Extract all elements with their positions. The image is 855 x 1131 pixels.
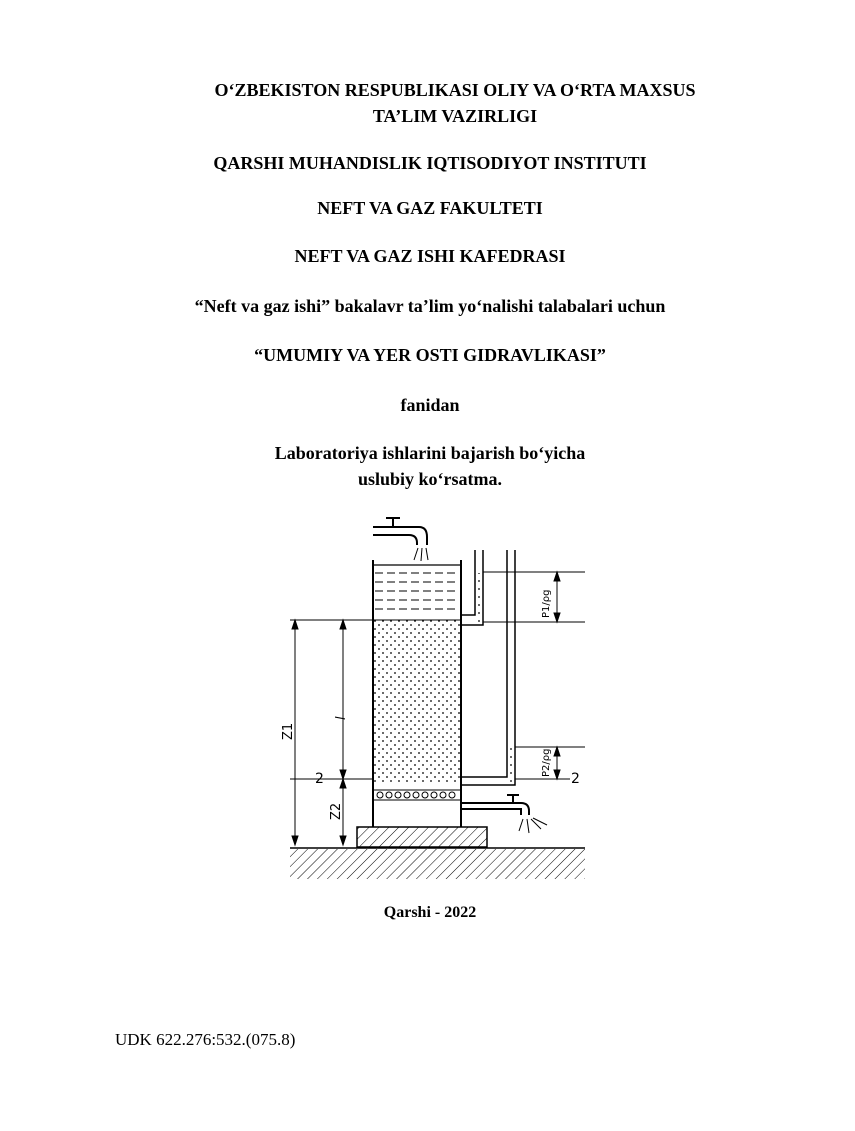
section-label-left: 2 [315, 771, 324, 787]
section-label-right: 2 [571, 771, 580, 787]
z2-label: Z2 [329, 802, 344, 820]
institute-name: QARSHI MUHANDISLIK IQTISODIYOT INSTITUTI [213, 153, 647, 173]
filter-vessel [373, 560, 461, 800]
udk-code: UDK 622.276:532.(075.8) [115, 1030, 296, 1049]
p1-label: P1/ρg [541, 589, 552, 618]
ministry-line-1: O‘ZBEKISTON RESPUBLIKASI OLIY VA O‘RTA MAXSUS [214, 80, 696, 100]
ministry-line-2: TA’LIM VAZIRLIGI [372, 106, 538, 126]
faculty-name: NEFT VA GAZ FAKULTETI [317, 198, 543, 218]
subject-title: “UMUMIY VA YER OSTI GIDRAVLIKASI” [254, 345, 606, 365]
doc-type-line-2: uslubiy ko‘rsatma. [357, 469, 503, 489]
darcy-apparatus-figure [281, 515, 585, 885]
p2-label: P2/ρg [541, 748, 552, 777]
audience-line: “Neft va gaz ishi” bakalavr ta’lim yo‘nalishi talabalari uchun [194, 296, 666, 316]
subject-suffix: fanidan [400, 395, 460, 415]
doc-type-line-1: Laboratoriya ishlarini bajarish bo‘yicha [274, 443, 586, 463]
piezometer-tubes [461, 550, 515, 785]
length-label: l [334, 716, 349, 720]
inlet-tap-icon [373, 518, 428, 561]
base-block [357, 827, 487, 847]
z1-label: Z1 [281, 722, 296, 740]
city-year: Qarshi - 2022 [383, 904, 477, 921]
department-name: NEFT VA GAZ ISHI KAFEDRASI [294, 246, 566, 266]
ground [290, 848, 585, 879]
